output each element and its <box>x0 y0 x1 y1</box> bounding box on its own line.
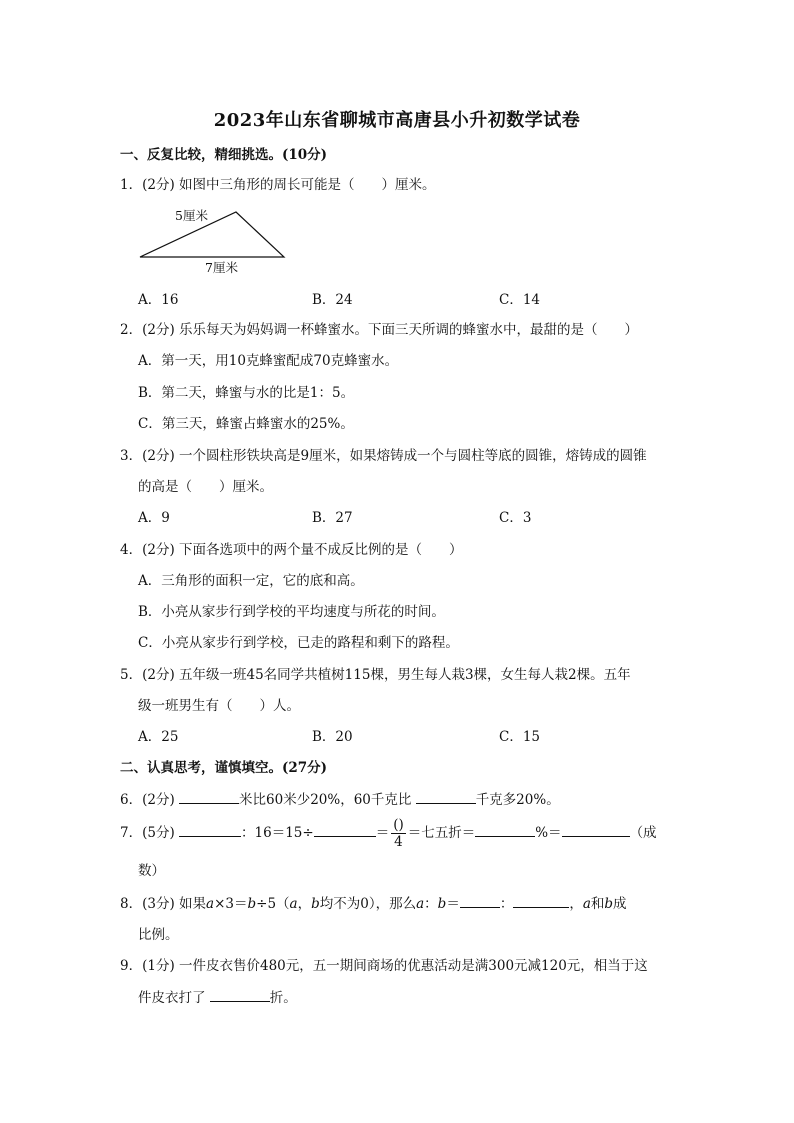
q8-text-8: ： <box>499 896 514 912</box>
q8-text-5: 均不为0），那么 <box>319 896 417 912</box>
q8-text-6: ： <box>424 896 438 912</box>
q3-option-b: B．27 <box>312 510 353 526</box>
q6-text-2: 千克多20%。 <box>475 792 560 808</box>
q2-option-b: B．第二天，蜂蜜与水的比是1：5。 <box>138 385 355 401</box>
answer-blank[interactable] <box>475 822 535 837</box>
question-5-stem-line-1: 5．(2分) 五年级一班45名同学共植树115棵，男生每人栽3棵，女生每人栽2棵。五年 <box>120 667 631 683</box>
triangle-shape <box>140 212 284 257</box>
var-b: b <box>311 896 320 912</box>
question-8-line-2: 比例。 <box>138 927 179 943</box>
q8-text-4: ， <box>297 896 312 912</box>
q1-option-b: B．24 <box>312 292 353 308</box>
q8-text-9: ， <box>569 896 583 912</box>
q1-option-c: C．14 <box>499 292 541 308</box>
answer-blank[interactable] <box>314 822 376 837</box>
q8-text-1: 8．(3分) 如果 <box>120 896 207 912</box>
q2-option-c: C．第三天，蜂蜜占蜂蜜水的25%。 <box>138 416 354 432</box>
var-b: b <box>604 896 614 912</box>
question-2-stem: 2．(2分) 乐乐每天为妈妈调一杯蜂蜜水。下面三天所调的蜂蜜水中，最甜的是（ ） <box>120 322 639 338</box>
answer-blank[interactable] <box>460 893 500 908</box>
answer-blank[interactable] <box>179 789 239 804</box>
q4-option-c: C．小亮从家步行到学校，已走的路程和剩下的路程。 <box>138 635 459 651</box>
triangle-figure <box>138 208 288 260</box>
answer-blank[interactable] <box>179 822 241 837</box>
var-a: a <box>289 896 298 912</box>
q9-text-1: 件皮衣打了 <box>138 990 206 1006</box>
var-a: a <box>416 896 425 912</box>
question-7-line-2: 数） <box>138 863 165 879</box>
answer-blank[interactable] <box>513 893 569 908</box>
q6-text-1: 米比60米少20%，60千克比 <box>239 792 412 808</box>
q4-option-b: B．小亮从家步行到学校的平均速度与所花的时间。 <box>138 604 445 620</box>
q8-text-3: ÷5（ <box>256 896 290 912</box>
triangle-side-label-5: 5厘米 <box>175 208 208 223</box>
q5-option-c: C．15 <box>499 729 541 745</box>
q3-option-c: C．3 <box>499 510 532 526</box>
question-3-stem-line-1: 3．(2分) 一个圆柱形铁块高是9厘米，如果熔铸成一个与圆柱等底的圆锥，熔铸成的圆锥 <box>120 448 647 464</box>
q8-text-7: ＝ <box>446 896 460 912</box>
answer-blank[interactable] <box>210 987 270 1002</box>
question-7 <box>120 815 657 851</box>
var-a: a <box>206 896 215 912</box>
section-heading-2: 二、认真思考，谨慎填空。(27分) <box>120 760 328 776</box>
triangle-side-label-7: 7厘米 <box>205 260 238 275</box>
fraction-denominator: 4 <box>394 834 403 850</box>
q7-text-3: ＝七五折＝ <box>407 825 476 841</box>
q7-prefix: 7．(5分) <box>120 825 175 841</box>
var-b: b <box>437 896 447 912</box>
question-8 <box>120 893 627 914</box>
question-5-stem-line-2: 级一班男生有（ ）人。 <box>138 698 300 714</box>
question-6 <box>120 789 560 810</box>
q9-text-2: 折。 <box>269 990 297 1006</box>
q4-option-a: A．三角形的面积一定，它的底和高。 <box>138 573 364 589</box>
q1-option-a: A．16 <box>138 292 179 308</box>
q7-text-4: %＝ <box>535 825 562 841</box>
question-9-line-2 <box>138 987 297 1008</box>
q8-text-11: 成 <box>613 896 627 912</box>
answer-blank[interactable] <box>416 789 476 804</box>
q3-option-a: A．9 <box>138 510 170 526</box>
question-9-stem-line-1: 9．(1分) 一件皮衣售价480元，五一期间商场的优惠活动是满300元减120元，相当于这 <box>120 958 648 974</box>
q5-option-a: A．25 <box>138 729 179 745</box>
fraction <box>391 817 406 850</box>
q7-text-1: ：16＝15÷ <box>241 825 314 841</box>
question-4-stem: 4．(2分) 下面各选项中的两个量不成反比例的是（ ） <box>120 542 463 558</box>
q8-text-2: ×3＝ <box>214 896 248 912</box>
q2-option-a: A．第一天，用10克蜂蜜配成70克蜂蜜水。 <box>138 353 399 369</box>
var-a: a <box>582 896 591 912</box>
q5-option-b: B．20 <box>312 729 353 745</box>
q6-prefix: 6．(2分) <box>120 792 175 808</box>
section-heading-1: 一、反复比较，精细挑选。(10分) <box>120 147 328 163</box>
fraction-numerator: () <box>393 817 404 833</box>
q8-text-10: 和 <box>590 896 605 912</box>
question-1-stem: 1．(2分) 如图中三角形的周长可能是（ ）厘米。 <box>120 177 436 193</box>
answer-blank[interactable] <box>562 822 630 837</box>
q7-text-5: （成 <box>629 825 657 841</box>
var-b: b <box>247 896 257 912</box>
question-3-stem-line-2: 的高是（ ）厘米。 <box>138 479 273 495</box>
page-title: 2023年山东省聊城市高唐县小升初数学试卷 <box>213 110 581 131</box>
q7-text-2: ＝ <box>375 825 390 841</box>
